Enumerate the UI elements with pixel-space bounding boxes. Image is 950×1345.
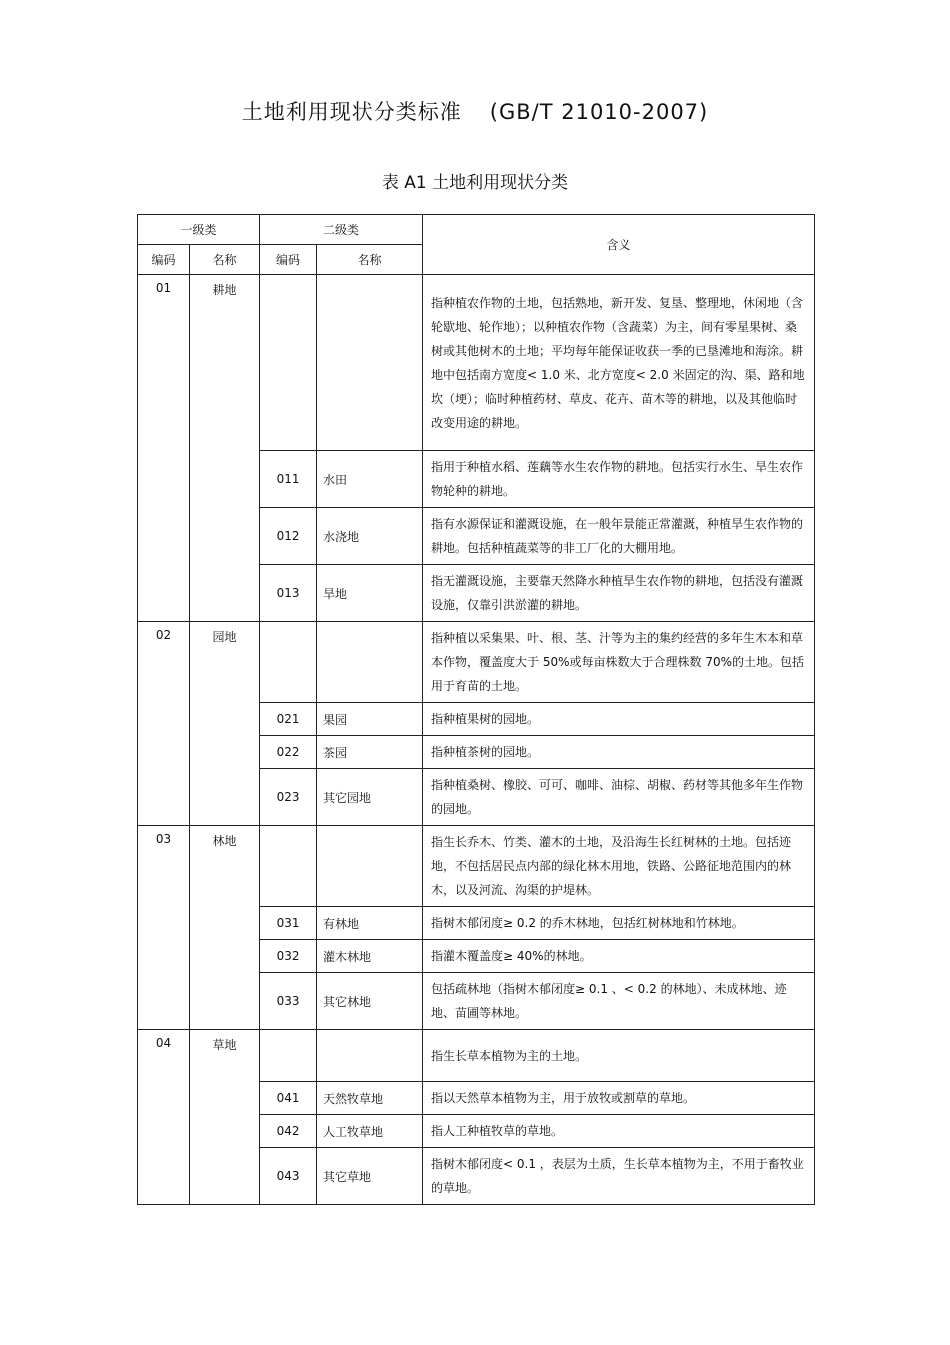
page-title (0, 96, 950, 126)
empty-cell (260, 826, 317, 907)
sub-name: 人工牧草地 (317, 1115, 423, 1148)
sub-meaning: 指人工种植牧草的草地。 (423, 1115, 815, 1148)
header-level2: 二级类 (260, 215, 423, 245)
header-level2-name: 名称 (317, 245, 423, 275)
sub-meaning: 指种植桑树、橡胶、可可、咖啡、油棕、胡椒、药材等其他多年生作物的园地。 (423, 769, 815, 826)
empty-cell (317, 275, 423, 451)
sub-code: 043 (260, 1148, 317, 1205)
group-meaning: 指生长草本植物为主的土地。 (423, 1030, 815, 1082)
sub-code: 042 (260, 1115, 317, 1148)
sub-code: 022 (260, 736, 317, 769)
group-code: 02 (138, 622, 190, 826)
sub-name: 其它园地 (317, 769, 423, 826)
table-row (138, 1030, 815, 1082)
sub-meaning: 指用于种植水稻、莲藕等水生农作物的耕地。包括实行水生、旱生农作物轮种的耕地。 (423, 451, 815, 508)
sub-meaning: 指灌木覆盖度≥ 40%的林地。 (423, 940, 815, 973)
group-meaning: 指种植农作物的土地，包括熟地，新开发、复垦、整理地，休闲地（含轮歇地、轮作地）；以种植农作物（含蔬菜）为主，间有零星果树、桑树或其他树木的土地；平均每年能保证收获一季的已垦滩地和海涂。耕地中包括南方宽度< 1.0 米、北方宽度< 2.0 米固定的沟、渠、路和地坎（埂）；临时种植药材、草皮、花卉、苗木等的耕地，以及其他临时改变用途的耕地。 (423, 275, 815, 451)
sub-code: 031 (260, 907, 317, 940)
sub-meaning: 指以天然草本植物为主，用于放牧或割草的草地。 (423, 1082, 815, 1115)
sub-name: 灌木林地 (317, 940, 423, 973)
header-level2-code: 编码 (260, 245, 317, 275)
sub-name: 茶园 (317, 736, 423, 769)
sub-name: 水田 (317, 451, 423, 508)
standard-code: (GB/T 21010-2007) (489, 100, 709, 124)
sub-code: 023 (260, 769, 317, 826)
group-name: 林地 (190, 826, 260, 1030)
sub-name: 果园 (317, 703, 423, 736)
empty-cell (260, 275, 317, 451)
sub-name: 有林地 (317, 907, 423, 940)
sub-code: 011 (260, 451, 317, 508)
header-row-1 (138, 215, 815, 245)
sub-name: 天然牧草地 (317, 1082, 423, 1115)
group-meaning: 指种植以采集果、叶、根、茎、汁等为主的集约经营的多年生木本和草本作物，覆盖度大于 50%或每亩株数大于合理株数 70%的土地。包括用于育苗的土地。 (423, 622, 815, 703)
sub-name: 旱地 (317, 565, 423, 622)
empty-cell (317, 1030, 423, 1082)
table-caption: 表 A1 土地利用现状分类 (381, 173, 569, 193)
header-meaning: 含义 (423, 215, 815, 275)
header-level1: 一级类 (138, 215, 260, 245)
sub-meaning: 包括疏林地（指树木郁闭度≥ 0.1 、< 0.2 的林地）、未成林地、迹地、苗圃等林地。 (423, 973, 815, 1030)
group-name: 草地 (190, 1030, 260, 1205)
sub-meaning: 指有水源保证和灌溉设施，在一般年景能正常灌溉，种植旱生农作物的耕地。包括种植蔬菜等的非工厂化的大棚用地。 (423, 508, 815, 565)
sub-name: 其它草地 (317, 1148, 423, 1205)
table-row (138, 826, 815, 907)
group-meaning: 指生长乔木、竹类、灌木的土地，及沿海生长红树林的土地。包括迹地，不包括居民点内部的绿化林木用地，铁路、公路征地范围内的林木，以及河流、沟渠的护堤林。 (423, 826, 815, 907)
sub-code: 012 (260, 508, 317, 565)
group-code: 01 (138, 275, 190, 622)
sub-meaning: 指树木郁闭度≥ 0.2 的乔木林地，包括红树林地和竹林地。 (423, 907, 815, 940)
empty-cell (260, 1030, 317, 1082)
empty-cell (317, 826, 423, 907)
sub-meaning: 指无灌溉设施，主要靠天然降水种植旱生农作物的耕地，包括没有灌溉设施，仅靠引洪淤灌的耕地。 (423, 565, 815, 622)
sub-code: 033 (260, 973, 317, 1030)
group-code: 03 (138, 826, 190, 1030)
title-text: 土地利用现状分类标准 (241, 100, 462, 124)
sub-meaning: 指种植果树的园地。 (423, 703, 815, 736)
sub-name: 水浇地 (317, 508, 423, 565)
sub-meaning: 指种植茶树的园地。 (423, 736, 815, 769)
sub-meaning: 指树木郁闭度< 0.1 ，表层为土质，生长草本植物为主，不用于畜牧业的草地。 (423, 1148, 815, 1205)
header-level1-code: 编码 (138, 245, 190, 275)
empty-cell (260, 622, 317, 703)
group-name: 耕地 (190, 275, 260, 622)
header-level1-name: 名称 (190, 245, 260, 275)
group-name: 园地 (190, 622, 260, 826)
land-use-classification-table (137, 214, 815, 1205)
sub-code: 032 (260, 940, 317, 973)
sub-code: 013 (260, 565, 317, 622)
table-row (138, 622, 815, 703)
group-code: 04 (138, 1030, 190, 1205)
table-row (138, 275, 815, 451)
empty-cell (317, 622, 423, 703)
sub-name: 其它林地 (317, 973, 423, 1030)
sub-code: 041 (260, 1082, 317, 1115)
sub-code: 021 (260, 703, 317, 736)
